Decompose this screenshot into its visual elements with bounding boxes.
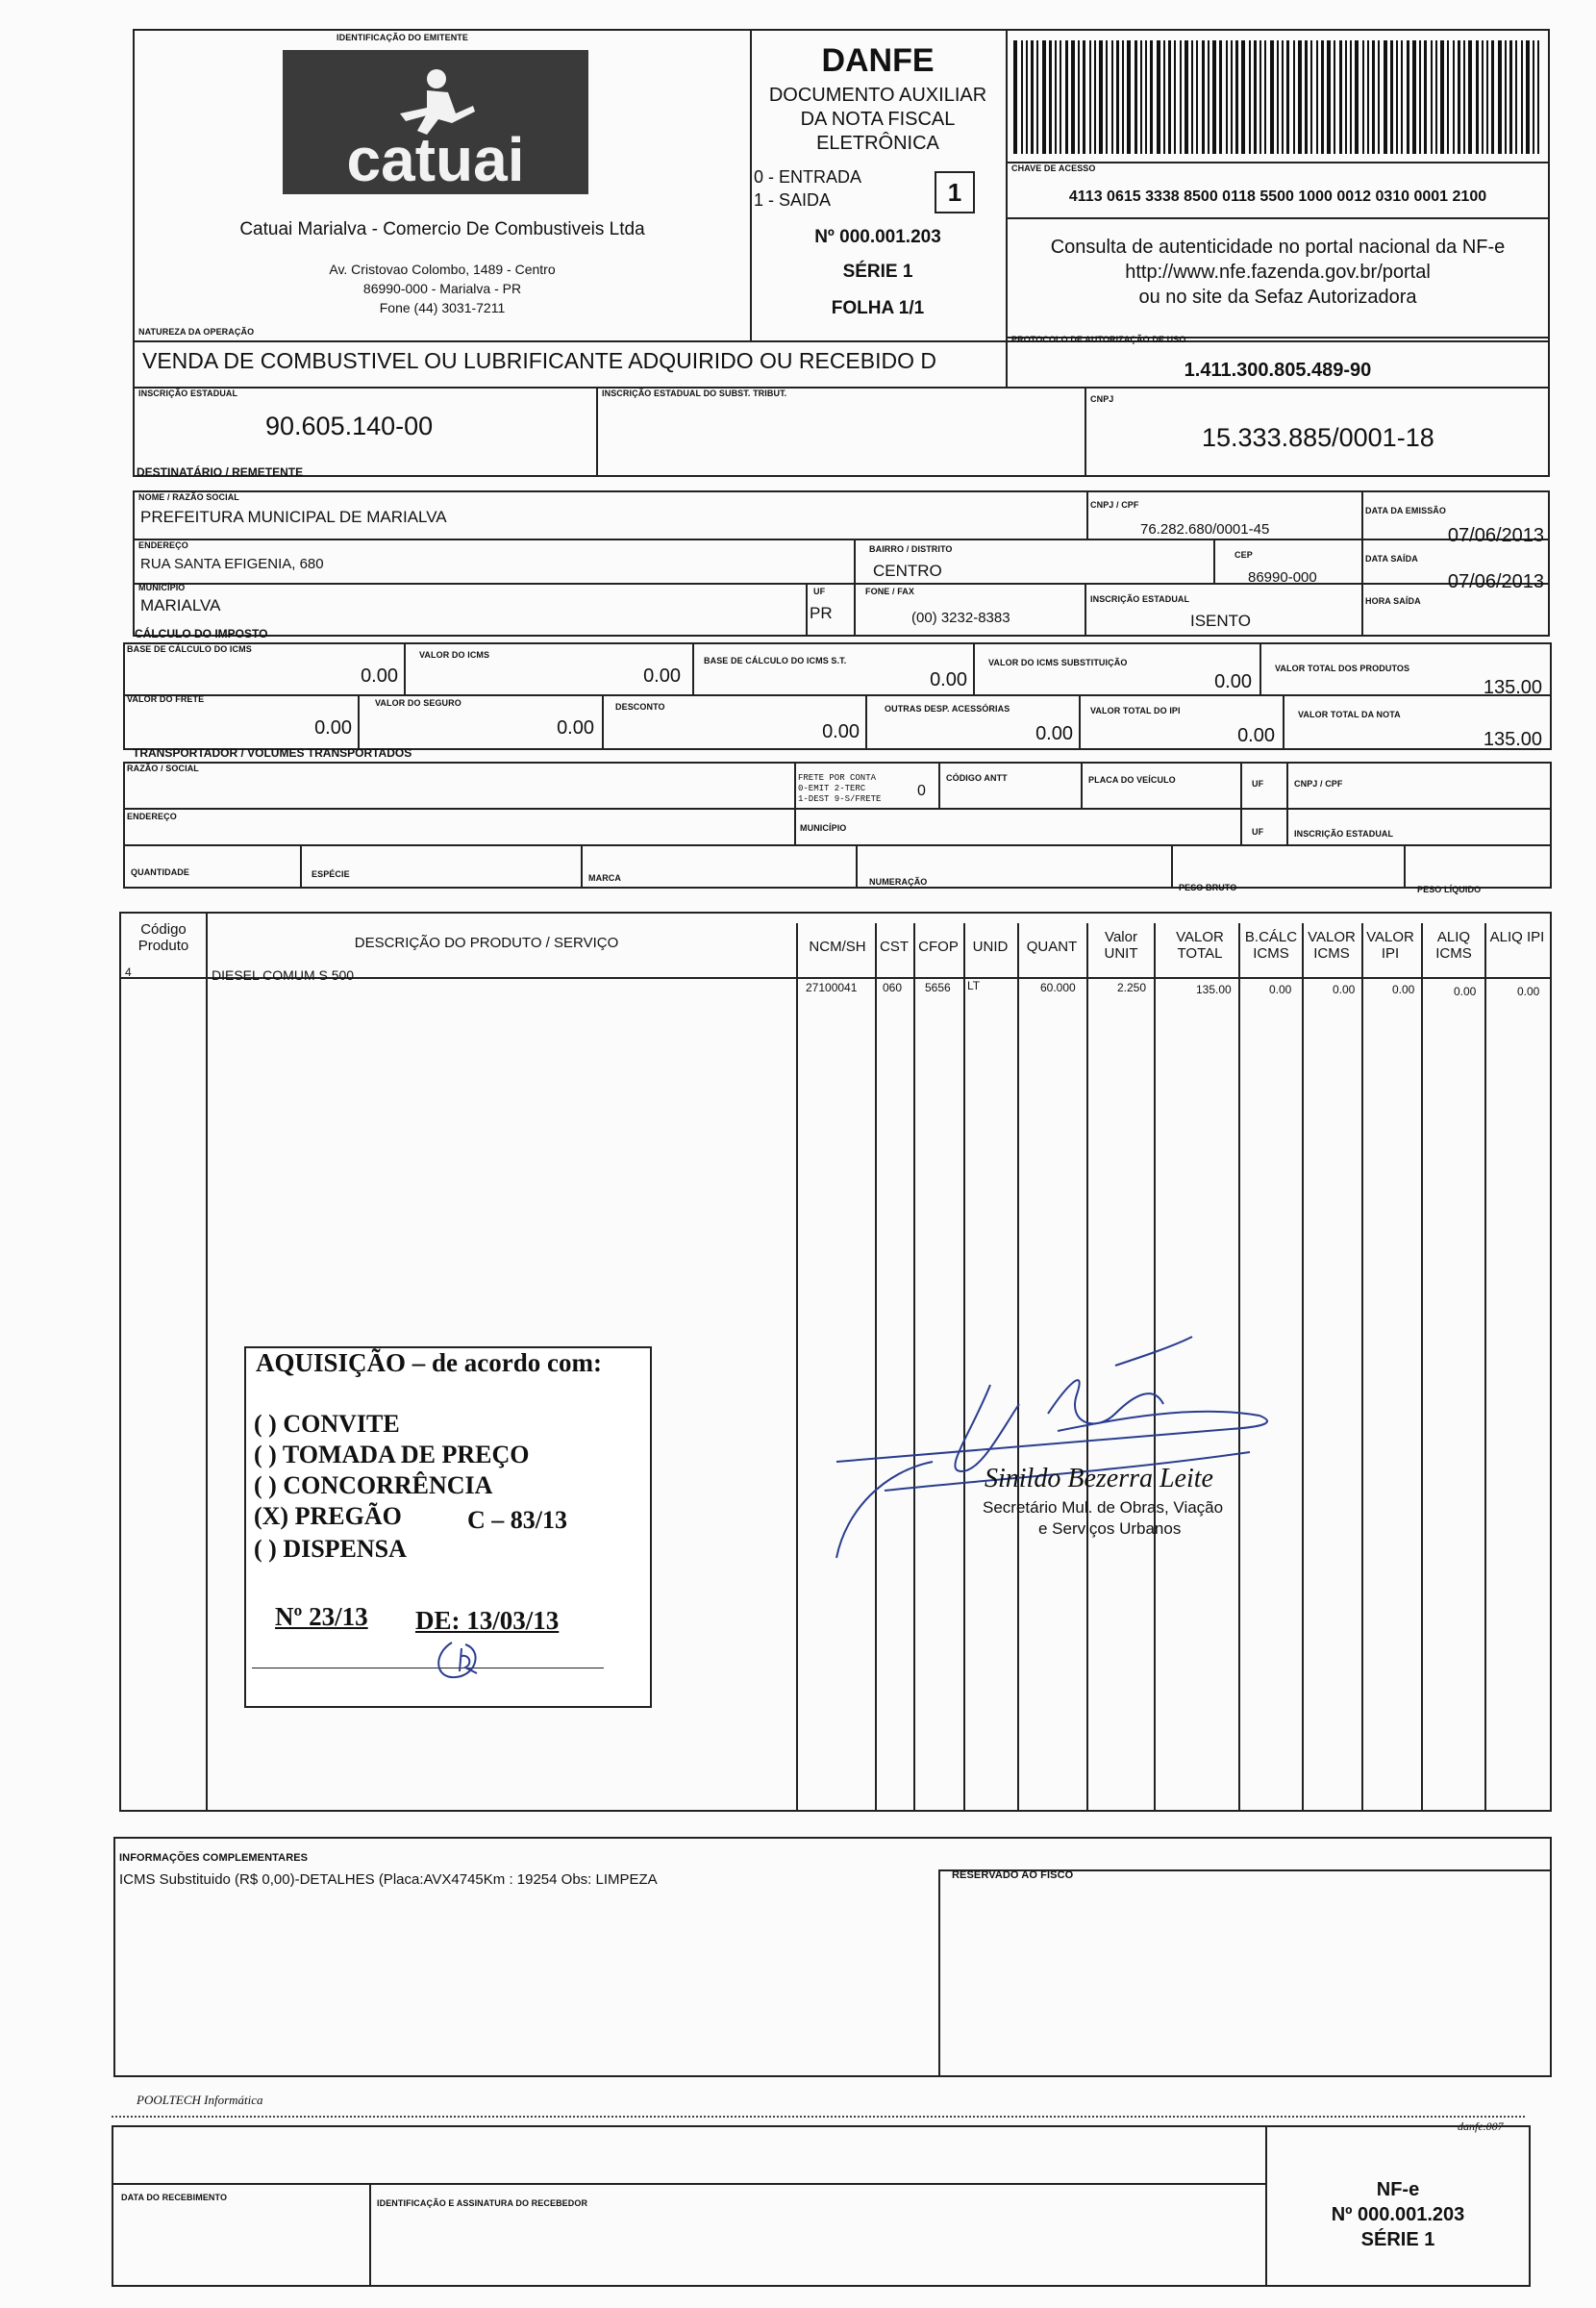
barcode-bar bbox=[1249, 40, 1251, 154]
row-valor-icms: 0.00 bbox=[1333, 983, 1356, 996]
barcode-bar bbox=[1345, 40, 1347, 154]
outras: 0.00 bbox=[1035, 723, 1073, 744]
col-descricao: DESCRIÇÃO DO PRODUTO / SERVIÇO bbox=[354, 935, 619, 951]
transp-frete-l2: 0-EMIT 2-TERC bbox=[798, 784, 866, 793]
stamp-opt5: ( ) DISPENSA bbox=[254, 1535, 407, 1563]
col-ncm: NCM/SH bbox=[809, 939, 866, 955]
col-valor-total: VALOR TOTAL bbox=[1176, 929, 1224, 962]
barcode-bar bbox=[1431, 40, 1433, 154]
barcode-bar bbox=[1486, 40, 1488, 154]
barcode-bar bbox=[1305, 40, 1308, 154]
ipi-label: VALOR TOTAL DO IPI bbox=[1090, 706, 1181, 715]
bc-icms: 0.00 bbox=[361, 665, 398, 687]
signer-name: Sinildo Bezerra Leite bbox=[985, 1464, 1213, 1493]
dest-saida: 07/06/2013 bbox=[1447, 571, 1544, 592]
dest-bairro: CENTRO bbox=[873, 562, 942, 580]
desconto: 0.00 bbox=[822, 721, 860, 742]
transp-frete-value: 0 bbox=[917, 783, 926, 799]
barcode-bar bbox=[1498, 40, 1502, 154]
column-divider bbox=[1484, 923, 1486, 1812]
cnpj-label: CNPJ bbox=[1090, 394, 1114, 404]
company-logo bbox=[283, 50, 588, 194]
gas-attendant-icon bbox=[283, 50, 588, 194]
transp-antt-label: CÓDIGO ANTT bbox=[946, 773, 1008, 783]
danfe-folha: FOLHA 1/1 bbox=[831, 298, 925, 318]
barcode-bar bbox=[1157, 40, 1160, 154]
barcode-bar bbox=[1226, 40, 1228, 154]
dest-municipio-label: MUNICÍPIO bbox=[138, 583, 186, 592]
recebimento-label: DATA DO RECEBIMENTO bbox=[121, 2193, 228, 2202]
barcode-bar bbox=[1127, 40, 1131, 154]
footer-ref: danfe.007 bbox=[1458, 2120, 1504, 2133]
barcode-bar bbox=[1145, 40, 1147, 154]
barcode-bar bbox=[1515, 40, 1517, 154]
col-aliq-ipi: ALIQ IPI bbox=[1489, 929, 1545, 945]
dest-nome-label: NOME / RAZÃO SOCIAL bbox=[138, 492, 239, 502]
seguro: 0.00 bbox=[557, 717, 594, 739]
barcode-bar bbox=[1521, 40, 1523, 154]
stamp-opt3: ( ) CONCORRÊNCIA bbox=[254, 1471, 493, 1499]
col-quant: QUANT bbox=[1026, 939, 1078, 955]
transp-numeracao-label: NUMERAÇÃO bbox=[869, 877, 928, 887]
barcode-bar bbox=[1476, 40, 1479, 154]
dest-cep: 86990-000 bbox=[1248, 569, 1317, 586]
barcode-bar bbox=[1264, 40, 1266, 154]
barcode-bar bbox=[1042, 40, 1046, 154]
footer-brand: POOLTECH Informática bbox=[137, 2093, 263, 2107]
dest-fone: (00) 3232-8383 bbox=[911, 610, 1010, 626]
dest-emissao: 07/06/2013 bbox=[1447, 525, 1544, 546]
protocolo-value: 1.411.300.805.489-90 bbox=[1184, 360, 1372, 381]
col-codigo: Código Produto bbox=[137, 921, 189, 954]
barcode-bar bbox=[1482, 40, 1484, 154]
barcode-bar bbox=[1241, 40, 1245, 154]
barcode-bar bbox=[1122, 40, 1124, 154]
row-unid: LT bbox=[967, 979, 981, 992]
dest-cep-label: CEP bbox=[1234, 550, 1253, 560]
column-divider bbox=[206, 912, 208, 1812]
total-prod: 135.00 bbox=[1483, 677, 1542, 698]
col-unid: UNID bbox=[972, 939, 1009, 955]
logo-text: catuai bbox=[346, 125, 525, 194]
barcode-bar bbox=[1526, 40, 1530, 154]
barcode-bar bbox=[1180, 40, 1182, 154]
barcode-bar bbox=[1185, 40, 1188, 154]
rubrica-mark bbox=[423, 1635, 500, 1683]
footer-nfe: NF-e bbox=[1376, 2179, 1420, 2200]
footer-serie: SÉRIE 1 bbox=[1360, 2229, 1435, 2250]
dest-municipio: MARIALVA bbox=[140, 596, 221, 615]
dest-emissao-label: DATA DA EMISSÃO bbox=[1365, 506, 1446, 515]
barcode-bar bbox=[1293, 40, 1295, 154]
ie-label: INSCRIÇÃO ESTADUAL bbox=[138, 389, 238, 398]
danfe-tipo: 1 bbox=[935, 171, 975, 213]
danfe-numero: Nº 000.001.203 bbox=[814, 227, 941, 247]
barcode-bar bbox=[1163, 40, 1165, 154]
transp-uf-label: UF bbox=[1252, 779, 1264, 789]
transp-endereco-label: ENDEREÇO bbox=[127, 812, 177, 821]
total-prod-label: VALOR TOTAL DOS PRODUTOS bbox=[1275, 664, 1410, 673]
barcode-bar bbox=[1362, 40, 1364, 154]
barcode-bar bbox=[1390, 40, 1393, 154]
transp-municipio-label: MUNICÍPIO bbox=[800, 823, 847, 833]
barcode-bar bbox=[1031, 40, 1034, 154]
consulta-line3: ou no site da Sefaz Autorizadora bbox=[1138, 287, 1417, 308]
danfe-subtitle3: ELETRÔNICA bbox=[816, 133, 939, 154]
barcode-bar bbox=[1435, 40, 1437, 154]
transp-bruto-label: PESO BRUTO bbox=[1179, 883, 1237, 892]
barcode-bar bbox=[1453, 40, 1455, 154]
barcode-bar bbox=[1350, 40, 1352, 154]
barcode-bar bbox=[1321, 40, 1324, 154]
dest-bairro-label: BAIRRO / DISTRITO bbox=[869, 544, 953, 554]
barcode-bar bbox=[1094, 40, 1096, 154]
total-nota: 135.00 bbox=[1483, 729, 1542, 750]
dest-uf: PR bbox=[810, 604, 833, 622]
danfe-subtitle2: DA NOTA FISCAL bbox=[800, 109, 956, 130]
barcode-bar bbox=[1254, 40, 1257, 154]
seguro-label: VALOR DO SEGURO bbox=[375, 698, 461, 708]
transp-razao-label: RAZÃO / SOCIAL bbox=[127, 764, 199, 773]
col-valor-unit: Valor UNIT bbox=[1104, 929, 1138, 962]
column-divider bbox=[1302, 923, 1304, 1812]
col-cst: CST bbox=[880, 939, 909, 955]
barcode-bar bbox=[1378, 40, 1380, 154]
natureza-label: NATUREZA DA OPERAÇÃO bbox=[138, 327, 255, 337]
barcode-bar bbox=[1334, 40, 1335, 154]
transp-placa-label: PLACA DO VEÍCULO bbox=[1088, 775, 1176, 785]
barcode-bar bbox=[1339, 40, 1342, 154]
stamp-opt1: ( ) CONVITE bbox=[254, 1410, 400, 1438]
stamp-numero: Nº 23/13 bbox=[275, 1602, 368, 1631]
row-quant: 60.000 bbox=[1040, 981, 1076, 994]
barcode-bar bbox=[1259, 40, 1261, 154]
barcode-bar bbox=[1174, 40, 1176, 154]
info-value: ICMS Substituido (R$ 0,00)-DETALHES (Placa:AVX4745Km : 19254 Obs: LIMPEZA bbox=[119, 1871, 658, 1888]
barcode-bar bbox=[1509, 40, 1512, 154]
destinatario-section: DESTINATÁRIO / REMETENTE bbox=[137, 465, 304, 479]
barcode-bar bbox=[1316, 40, 1318, 154]
column-divider bbox=[1361, 923, 1363, 1812]
cnpj-value: 15.333.885/0001-18 bbox=[1202, 423, 1434, 452]
row-valor-total: 135.00 bbox=[1196, 983, 1232, 996]
danfe-subtitle1: DOCUMENTO AUXILIAR bbox=[768, 85, 987, 106]
barcode-bar bbox=[1412, 40, 1416, 154]
barcode-bar bbox=[1208, 40, 1209, 154]
barcode-bar bbox=[1060, 40, 1061, 154]
barcode-bar bbox=[1140, 40, 1142, 154]
barcode-bar bbox=[1396, 40, 1398, 154]
danfe-saida: 1 - SAIDA bbox=[754, 190, 832, 210]
barcode-bar bbox=[1286, 40, 1289, 154]
emitente-address2: 86990-000 - Marialva - PR bbox=[362, 281, 522, 296]
barcode-bar bbox=[1083, 40, 1085, 154]
ipi: 0.00 bbox=[1237, 725, 1275, 746]
transp-frete-l1: FRETE POR CONTA bbox=[798, 773, 877, 783]
stamp-opt2: ( ) TOMADA DE PREÇO bbox=[254, 1441, 530, 1468]
barcode-bar bbox=[1533, 40, 1534, 154]
barcode-bar bbox=[1463, 40, 1465, 154]
row-aliq-ipi: 0.00 bbox=[1517, 985, 1540, 998]
transp-liquido-label: PESO LÍQUIDO bbox=[1417, 885, 1482, 894]
row-cst: 060 bbox=[883, 981, 903, 994]
barcode-bar bbox=[1231, 40, 1233, 154]
row-aliq-icms: 0.00 bbox=[1454, 985, 1477, 998]
emitente-phone: Fone (44) 3031-7211 bbox=[379, 300, 506, 315]
stamp-opt4-ref: C – 83/13 bbox=[467, 1506, 567, 1534]
dest-ie: ISENTO bbox=[1190, 612, 1251, 630]
barcode-bar bbox=[1491, 40, 1494, 154]
dest-hora-label: HORA SAÍDA bbox=[1365, 596, 1421, 606]
barcode-bar bbox=[1235, 40, 1238, 154]
barcode-bar bbox=[1150, 40, 1153, 154]
transp-uf2-label: UF bbox=[1252, 827, 1264, 837]
dest-ie-label: INSCRIÇÃO ESTADUAL bbox=[1090, 594, 1190, 604]
transporte-section: TRANSPORTADOR / VOLUMES TRANSPORTADOS bbox=[133, 746, 412, 760]
barcode-bar bbox=[1367, 40, 1369, 154]
col-aliq-icms: ALIQ ICMS bbox=[1435, 929, 1472, 962]
col-bcalc-icms: B.CÁLC ICMS bbox=[1244, 929, 1298, 962]
barcode-bar bbox=[1099, 40, 1103, 154]
emitente-id-label: IDENTIFICAÇÃO DO EMITENTE bbox=[337, 33, 468, 42]
barcode-bar bbox=[1191, 40, 1193, 154]
dest-nome: PREFEITURA MUNICIPAL DE MARIALVA bbox=[140, 508, 447, 526]
danfe-entrada: 0 - ENTRADA bbox=[754, 167, 862, 187]
assinatura-recebedor-label: IDENTIFICAÇÃO E ASSINATURA DO RECEBEDOR bbox=[377, 2198, 588, 2208]
dest-fone-label: FONE / FAX bbox=[865, 587, 915, 596]
danfe-serie: SÉRIE 1 bbox=[842, 262, 913, 282]
outras-label: OUTRAS DESP. ACESSÓRIAS bbox=[885, 704, 1010, 714]
barcode-bar bbox=[1277, 40, 1279, 154]
chave-label: CHAVE DE ACESSO bbox=[1011, 163, 1096, 173]
barcode-bar bbox=[1049, 40, 1052, 154]
barcode-bar bbox=[1055, 40, 1057, 154]
barcode-bar bbox=[1202, 40, 1205, 154]
barcode-bar bbox=[1196, 40, 1198, 154]
dest-uf-label: UF bbox=[813, 587, 826, 596]
barcode-bar bbox=[1440, 40, 1444, 154]
barcode-bar bbox=[1071, 40, 1075, 154]
dest-endereco-label: ENDEREÇO bbox=[138, 540, 188, 550]
column-divider bbox=[796, 923, 798, 1812]
barcode-bar bbox=[1372, 40, 1375, 154]
dest-cnpj: 76.282.680/0001-45 bbox=[1140, 521, 1270, 538]
transp-quantidade-label: QUANTIDADE bbox=[131, 867, 189, 877]
row-codigo: 4 bbox=[125, 966, 132, 979]
barcode bbox=[1013, 40, 1542, 154]
transp-cnpj-label: CNPJ / CPF bbox=[1294, 779, 1343, 789]
barcode-bar bbox=[1407, 40, 1409, 154]
info-label: INFORMAÇÕES COMPLEMENTARES bbox=[119, 1852, 309, 1864]
barcode-bar bbox=[1270, 40, 1274, 154]
transp-especie-label: ESPÉCIE bbox=[312, 869, 350, 879]
barcode-bar bbox=[1282, 40, 1284, 154]
barcode-bar bbox=[1106, 40, 1108, 154]
row-valor-unit: 2.250 bbox=[1117, 981, 1147, 994]
natureza-value: VENDA DE COMBUSTIVEL OU LUBRIFICANTE ADQUIRIDO OU RECEBIDO D bbox=[142, 348, 937, 373]
fisco-label: RESERVADO AO FISCO bbox=[952, 1869, 1074, 1881]
barcode-bar bbox=[1026, 40, 1028, 154]
row-bcalc-icms: 0.00 bbox=[1269, 983, 1292, 996]
col-valor-icms: VALOR ICMS bbox=[1308, 929, 1356, 962]
transp-frete-l3: 1-DEST 9-S/FRETE bbox=[798, 794, 882, 804]
signer-role2: e Serviços Urbanos bbox=[1038, 1519, 1182, 1538]
dest-saida-label: DATA SAÍDA bbox=[1365, 554, 1418, 564]
transp-ie-label: INSCRIÇÃO ESTADUAL bbox=[1294, 829, 1394, 839]
barcode-bar bbox=[1111, 40, 1113, 154]
icms: 0.00 bbox=[643, 665, 681, 687]
bc-st: 0.00 bbox=[930, 669, 967, 690]
frete-label: VALOR DO FRETE bbox=[127, 694, 205, 704]
barcode-bar bbox=[1401, 40, 1403, 154]
barcode-bar bbox=[1424, 40, 1427, 154]
column-divider bbox=[1421, 923, 1423, 1812]
desconto-label: DESCONTO bbox=[615, 702, 665, 712]
barcode-bar bbox=[1447, 40, 1449, 154]
bc-icms-label: BASE DE CÁLCULO DO ICMS bbox=[127, 644, 252, 654]
barcode-bar bbox=[1219, 40, 1222, 154]
icms-st: 0.00 bbox=[1214, 671, 1252, 692]
barcode-bar bbox=[1212, 40, 1216, 154]
col-cfop: CFOP bbox=[918, 939, 959, 955]
barcode-bar bbox=[1310, 40, 1312, 154]
icms-st-label: VALOR DO ICMS SUBSTITUIÇÃO bbox=[988, 658, 1128, 667]
row-valor-ipi: 0.00 bbox=[1392, 983, 1415, 996]
row-ncm: 27100041 bbox=[806, 981, 858, 994]
imposto-section: CÁLCULO DO IMPOSTO bbox=[135, 627, 268, 640]
icms-label: VALOR DO ICMS bbox=[419, 650, 490, 660]
barcode-bar bbox=[1078, 40, 1080, 154]
barcode-bar bbox=[1355, 40, 1359, 154]
ie-subst-label: INSCRIÇÃO ESTADUAL DO SUBST. TRIBUT. bbox=[602, 389, 787, 398]
barcode-bar bbox=[1419, 40, 1421, 154]
stamp-opt4: (X) PREGÃO bbox=[254, 1502, 402, 1530]
barcode-bar bbox=[1135, 40, 1137, 154]
protocolo-label: PROTOCOLO DE AUTORIZAÇÃO DE USO bbox=[1011, 335, 1186, 344]
signer-role1: Secretário Mul. de Obras, Viação bbox=[983, 1498, 1224, 1517]
barcode-bar bbox=[1298, 40, 1302, 154]
barcode-bar bbox=[1116, 40, 1119, 154]
danfe-title: DANFE bbox=[821, 42, 935, 79]
footer-dots bbox=[112, 2116, 1525, 2118]
barcode-bar bbox=[1089, 40, 1091, 154]
barcode-bar bbox=[1458, 40, 1460, 154]
barcode-bar bbox=[1013, 40, 1017, 154]
stamp-data: DE: 13/03/13 bbox=[415, 1606, 560, 1635]
dest-cnpj-label: CNPJ / CPF bbox=[1090, 500, 1139, 510]
barcode-bar bbox=[1384, 40, 1387, 154]
ie-value: 90.605.140-00 bbox=[265, 412, 434, 440]
barcode-bar bbox=[1537, 40, 1539, 154]
dest-endereco: RUA SANTA EFIGENIA, 680 bbox=[140, 556, 324, 572]
emitente-name: Catuai Marialva - Comercio De Combustiveis Ltda bbox=[239, 219, 645, 239]
frete: 0.00 bbox=[314, 717, 352, 739]
row-cfop: 5656 bbox=[925, 981, 951, 994]
barcode-bar bbox=[1065, 40, 1068, 154]
transp-marca-label: MARCA bbox=[588, 873, 621, 883]
total-nota-label: VALOR TOTAL DA NOTA bbox=[1298, 710, 1401, 719]
footer-numero: Nº 000.001.203 bbox=[1331, 2204, 1465, 2225]
barcode-bar bbox=[1468, 40, 1472, 154]
bc-st-label: BASE DE CÁLCULO DO ICMS S.T. bbox=[704, 656, 847, 665]
row-descricao: DIESEL COMUM S 500 bbox=[212, 967, 355, 983]
barcode-bar bbox=[1021, 40, 1023, 154]
barcode-bar bbox=[1168, 40, 1171, 154]
stamp-title: AQUISIÇÃO – de acordo com: bbox=[256, 1348, 602, 1377]
emitente-address1: Av. Cristovao Colombo, 1489 - Centro bbox=[329, 262, 556, 277]
chave-value: 4113 0615 3338 8500 0118 5500 1000 0012 0310 0001 2100 bbox=[1068, 188, 1487, 205]
consulta-line1: Consulta de autenticidade no portal nacional da NF-e bbox=[1050, 237, 1506, 258]
barcode-bar bbox=[1036, 40, 1038, 154]
consulta-line2[interactable]: http://www.nfe.fazenda.gov.br/portal bbox=[1125, 262, 1431, 283]
barcode-bar bbox=[1327, 40, 1331, 154]
barcode-bar bbox=[1505, 40, 1507, 154]
col-valor-ipi: VALOR IPI bbox=[1366, 929, 1414, 962]
